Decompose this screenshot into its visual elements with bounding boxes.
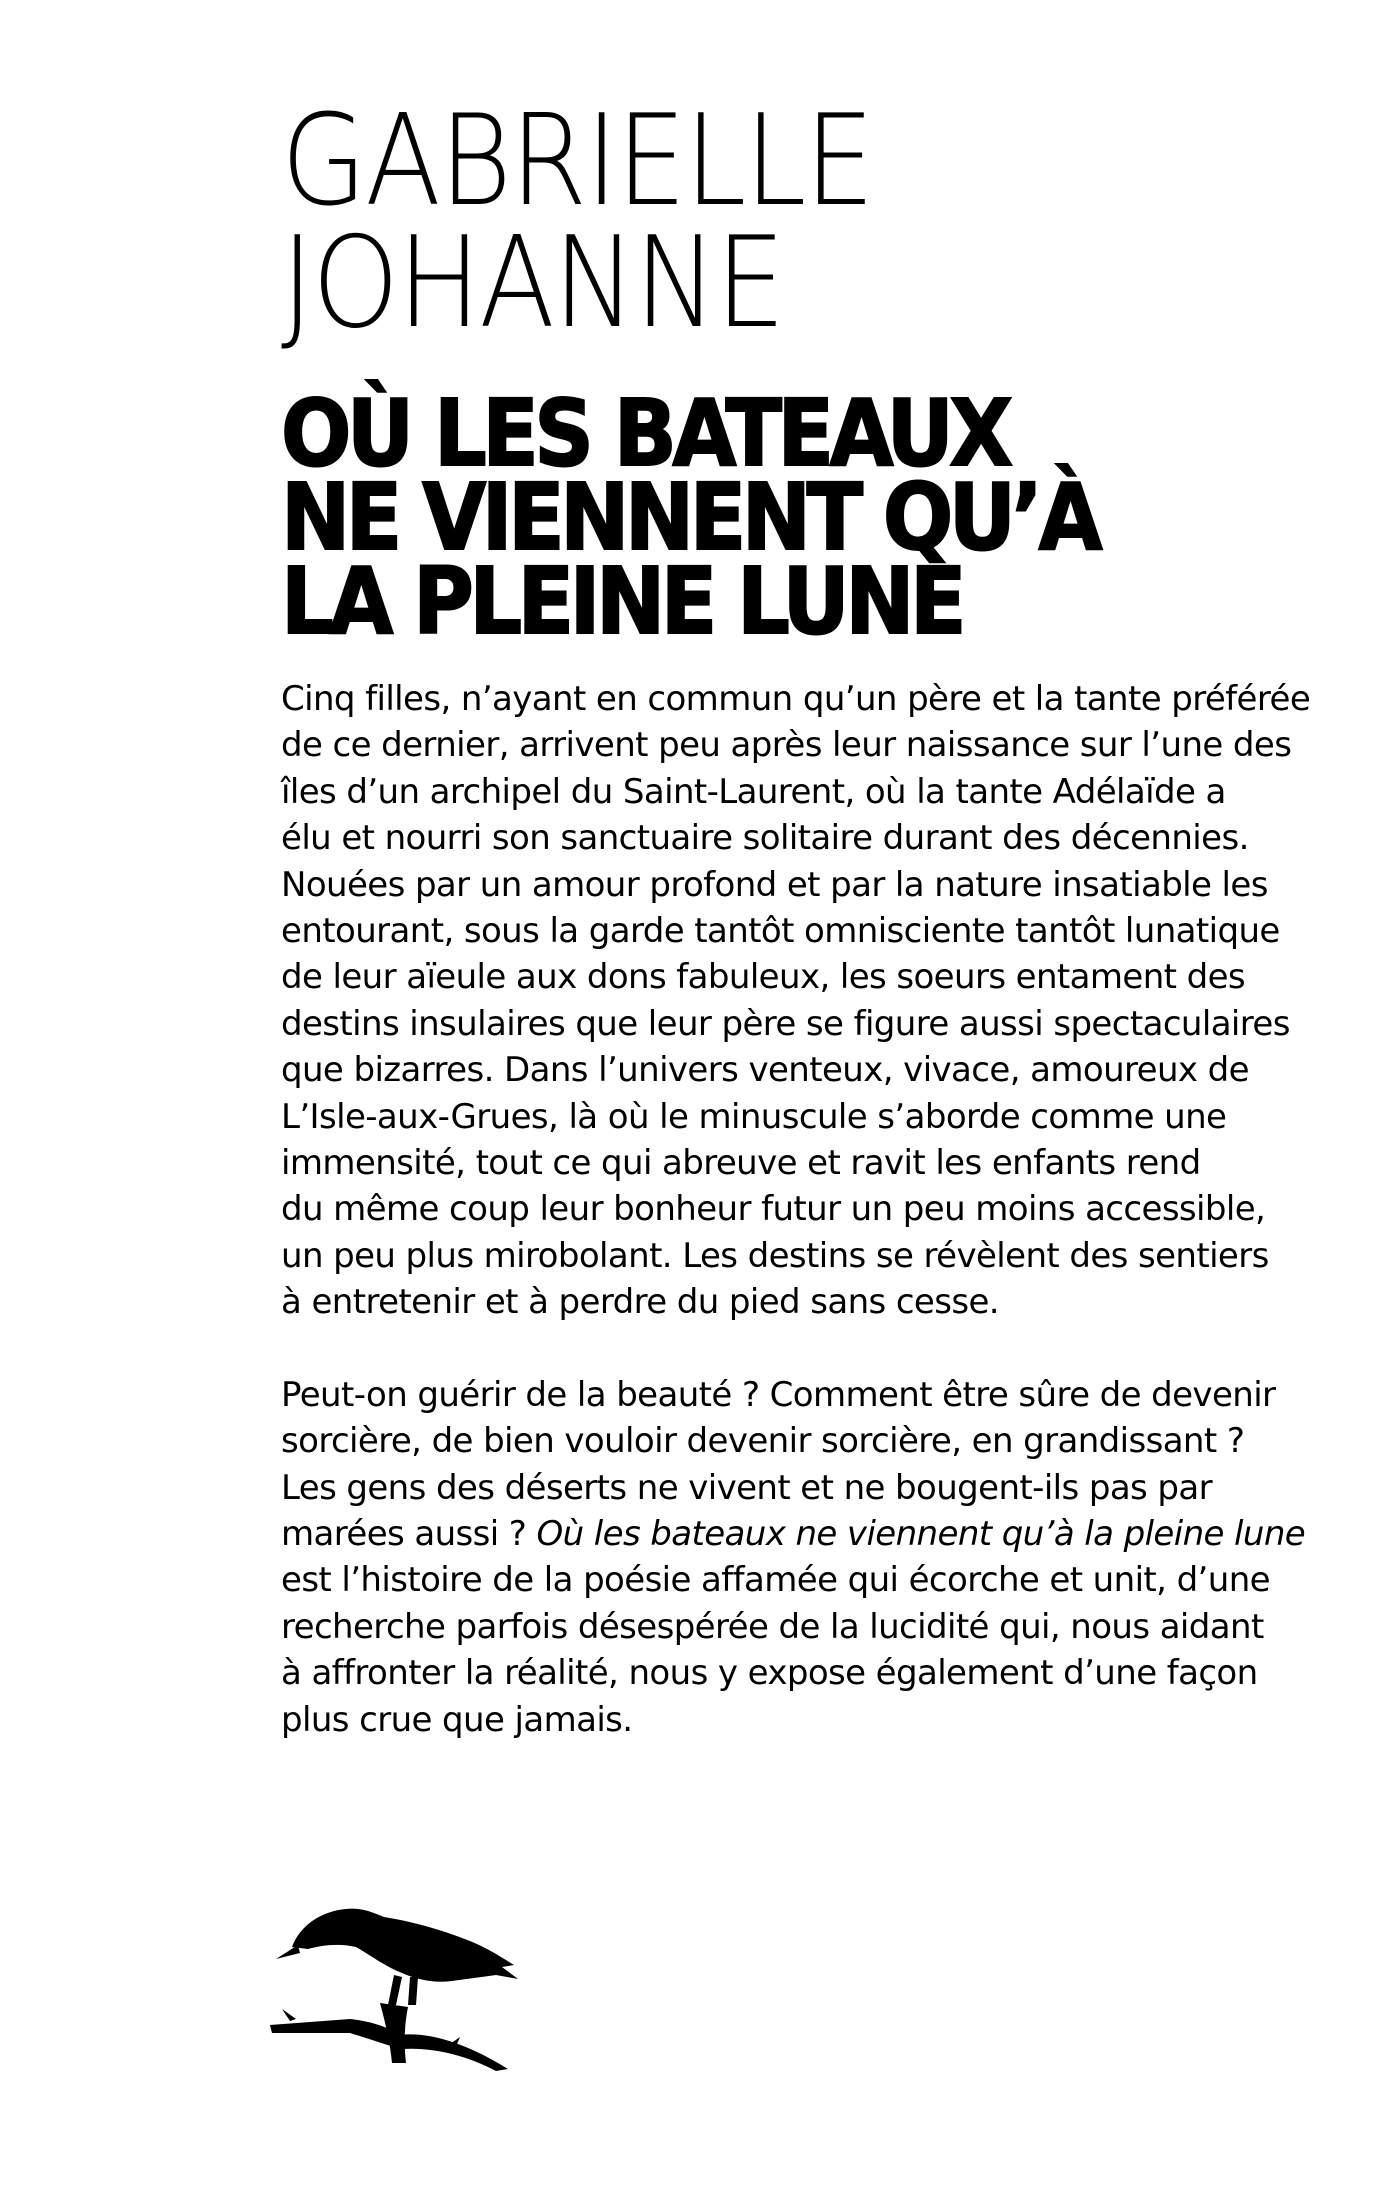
blurb-line: de leur aïeule aux dons fabuleux, les soeurs entament des — [281, 957, 1246, 998]
blurb-line: à entretenir et à perdre du pied sans cesse. — [281, 1282, 999, 1323]
blurb-line: à affronter la réalité, nous y expose également d’une façon — [281, 1653, 1258, 1694]
author-line-1: GABRIELLE — [281, 87, 873, 234]
blurb-line: Peut-on guérir de la beauté ? Comment être sûre de devenir — [281, 1374, 1276, 1415]
title-line-3: LA PLEINE LUNE — [281, 548, 963, 655]
crow-on-branch-icon — [270, 1855, 530, 2075]
blurb-paragraph-2 — [281, 1372, 1341, 1743]
blurb-paragraph-1 — [281, 676, 1341, 1326]
blurb-line: recherche parfois désespérée de la lucidité qui, nous aidant — [281, 1606, 1264, 1647]
blurb-line: Les gens des déserts ne vivent et ne bougent-ils pas par — [281, 1467, 1212, 1508]
blurb-line: un peu plus mirobolant. Les destins se révèlent des sentiers — [281, 1235, 1269, 1276]
blurb-line — [281, 1511, 1341, 1557]
title-line-2: NE VIENNENT QU’À — [281, 464, 1099, 571]
blurb-line: entourant, sous la garde tantôt omnisciente tantôt lunatique — [281, 911, 1280, 952]
blurb-line: sorcière, de bien vouloir devenir sorcière, en grandissant ? — [281, 1421, 1245, 1462]
blurb-line: élu et nourri son sanctuaire solitaire durant des décennies. — [281, 818, 1249, 859]
author-line-2: JOHANNE — [281, 209, 784, 356]
title-italic: Où les bateaux ne viennent qu’à la pleine lune — [536, 1513, 1306, 1554]
blurb-line: Nouées par un amour profond et par la nature insatiable les — [281, 864, 1268, 905]
blurb-line: de ce dernier, arrivent peu après leur naissance sur l’une des — [281, 725, 1292, 766]
blurb-line: du même coup leur bonheur futur un peu moins accessible, — [281, 1189, 1266, 1230]
blurb-line: plus crue que jamais. — [281, 1699, 633, 1740]
blurb-line: est l’histoire de la poésie affamée qui écorche et unit, d’une — [281, 1560, 1270, 1601]
blurb-line: L’Isle-aux-Grues, là où le minuscule s’aborde comme une — [281, 1096, 1227, 1137]
blurb-line: destins insulaires que leur père se figure aussi spectaculaires — [281, 1003, 1290, 1044]
blurb-line-prefix: marées aussi ? — [281, 1513, 537, 1554]
blurb-line: immensité, tout ce qui abreuve et ravit les enfants rend — [281, 1143, 1201, 1184]
title-line-1: OÙ LES BATEAUX — [281, 380, 1009, 487]
blurb-line: îles d’un archipel du Saint-Laurent, où la tante Adélaïde a — [281, 771, 1226, 812]
blurb-line: que bizarres. Dans l’univers venteux, vivace, amoureux de — [281, 1050, 1249, 1091]
blurb-line: Cinq filles, n’ayant en commun qu’un père et la tante préférée — [281, 679, 1311, 719]
book-title — [281, 380, 1099, 655]
author-name — [281, 87, 873, 356]
blurb-text — [281, 676, 1341, 1743]
